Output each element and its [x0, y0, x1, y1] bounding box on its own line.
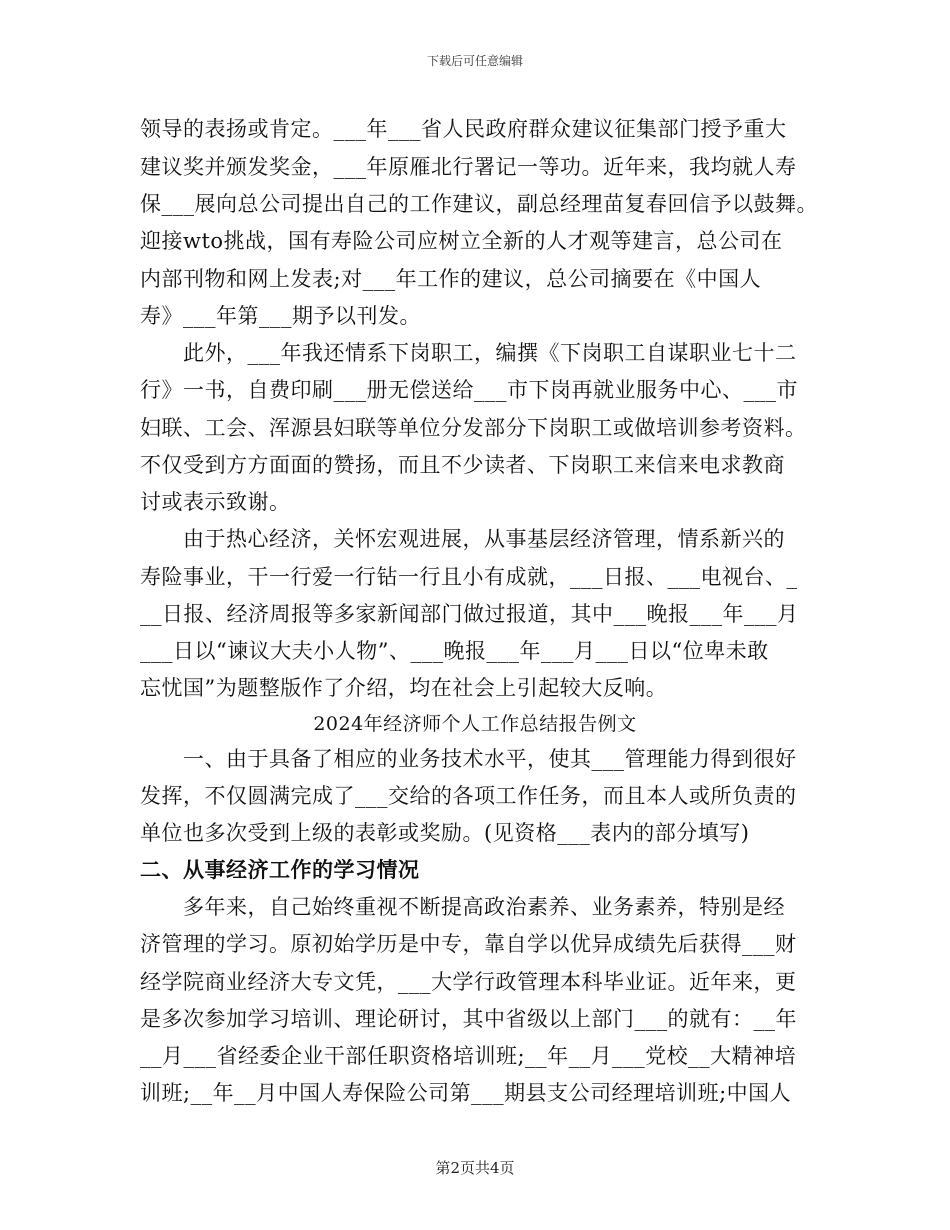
page-header: 下载后可任意编辑 [426, 54, 523, 68]
text-line: 讨或表示致谢。 [140, 490, 291, 514]
text-line: 寿险事业，干一行爱一行钻一行且小有成就，___日报、___电视台、_ [140, 565, 798, 589]
text-line: 此外，___年我还情系下岗职工，编撰《下岗职工自谋职业七十二 [140, 341, 797, 365]
text-line: 一、由于具备了相应的业务技术水平，使其___管理能力得到很好 [140, 747, 797, 771]
text-line: 发挥，不仅圆满完成了___交给的各项工作任务，而且本人或所负责的 [140, 784, 797, 808]
text-line: __月___省经委企业干部任职资格培训班;__年__月___党校__大精神培 [140, 1044, 797, 1068]
text-line: 不仅受到方方面面的赞扬，而且不少读者、下岗职工来信来电求教商 [140, 453, 785, 477]
text-line: 济管理的学习。原初始学历是中专，靠自学以优异成绩先后获得___财 [140, 932, 797, 956]
text-line: 经学院商业经济大专文凭，___大学行政管理本科毕业证。近年来，更 [140, 970, 797, 994]
text-line: 领导的表扬或肯定。___年___省人民政府群众建议征集部门授予重大 [140, 117, 787, 141]
text-line: ___日以“谏议大夫小人物”、___晚报___年___月___日以“位卑未敢 [140, 639, 769, 663]
text-line: 多年来，自己始终重视不断提高政治素养、业务素养，特别是经 [140, 895, 785, 919]
text-line: 单位也多次受到上级的表彰或奖励。(见资格___表内的部分填写) [140, 821, 750, 845]
text-line: __日报、经济周报等多家新闻部门做过报道，其中___晚报___年___月 [140, 602, 799, 626]
text-line: 建议奖并颁发奖金，___年原雁北行署记一等功。近年来，我均就人寿 [140, 155, 797, 179]
text-line: 是多次参加学习培训、理论研讨，其中省级以上部门___的就有：__年 [140, 1007, 797, 1031]
page-footer: 第2页共4页 [435, 1159, 515, 1177]
text-line: 寿》___年第___期予以刊发。 [140, 304, 421, 328]
text-line: 训班;__年__月中国人寿保险公司第___期县支公司经理培训班;中国人 [140, 1081, 792, 1105]
text-line: 内部刊物和网上发表;对___年工作的建议，总公司摘要在《中国人 [140, 267, 762, 291]
text-line: 迎接wto挑战，国有寿险公司应树立全新的人才观等建言，总公司在 [140, 229, 783, 253]
text-line: 行》一书，自费印刷___册无偿送给___市下岗再就业服务中心、___市 [140, 378, 798, 402]
text-line: 保___展向总公司提出自己的工作建议，副总经理苗复春回信予以鼓舞。 [140, 192, 818, 216]
section-heading: 二、从事经济工作的学习情况 [140, 857, 420, 882]
text-line: 由于热心经济，关怀宏观进展，从事基层经济管理，情系新兴的 [140, 527, 785, 551]
text-line: 忘忧国”为题整版作了介绍，均在社会上引起较大反响。 [140, 676, 668, 700]
text-line: 妇联、工会、浑源县妇联等单位分发部分下岗职工或做培训参考资料。 [140, 416, 807, 440]
section-title: 2024年经济师个人工作总结报告例文 [313, 713, 637, 735]
